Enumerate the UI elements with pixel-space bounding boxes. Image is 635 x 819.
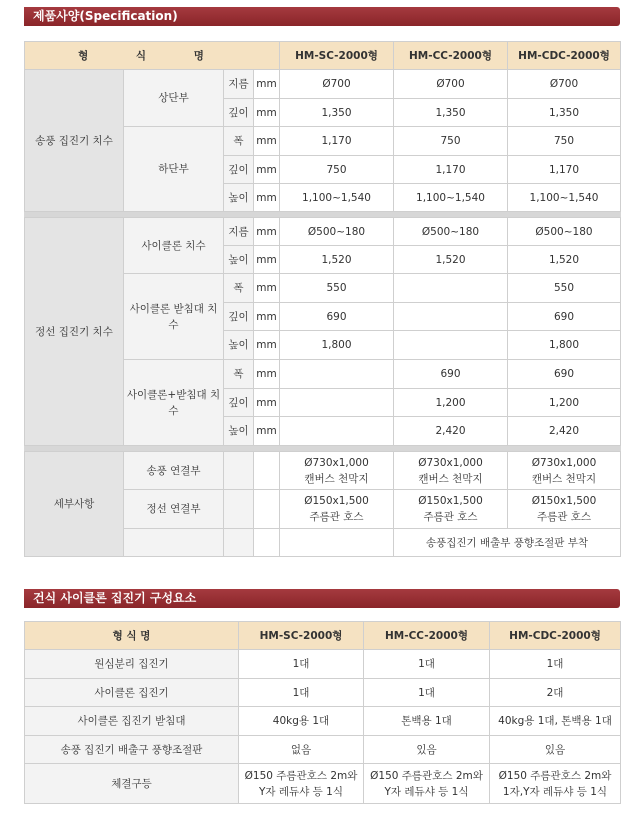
cleaning-group-label: 정선 집진기 치수: [25, 218, 124, 446]
value-cell: 750: [280, 156, 394, 184]
dimension-label: 폭: [224, 360, 254, 389]
dimension-label: 깊이: [224, 156, 254, 184]
value-cell: 1,170: [508, 156, 621, 184]
details-group-label: 세부사항: [25, 452, 124, 557]
value-cell: 1,200: [394, 389, 508, 417]
cell-line: Ø730x1,000: [531, 456, 597, 469]
model-header: HM-SC-2000형: [280, 42, 394, 70]
value-cell: 1,520: [394, 246, 508, 274]
value-cell: 690: [280, 303, 394, 331]
value-cell: Ø700: [508, 70, 621, 99]
dimension-label: 깊이: [224, 389, 254, 417]
value-cell: [490, 736, 621, 764]
cell-line: 2대: [546, 686, 564, 699]
unit-label: mm: [254, 389, 280, 417]
value-cell: [280, 360, 394, 389]
value-cell: 1,800: [280, 331, 394, 360]
value-cell: [280, 389, 394, 417]
value-cell: 550: [280, 274, 394, 303]
empty-cell: [280, 529, 394, 557]
value-cell: Ø700: [280, 70, 394, 99]
cell-line: Ø150 주름관호스 2m와: [370, 769, 483, 782]
dimension-label: 높이: [224, 417, 254, 446]
value-cell: [239, 736, 364, 764]
table-row: [25, 679, 621, 707]
empty-cell: [254, 529, 280, 557]
value-cell: [364, 736, 490, 764]
value-cell: [394, 331, 508, 360]
cell-line: 40kg용 1대, 톤백용 1대: [498, 715, 612, 727]
value-cell: 1,100~1,540: [394, 184, 508, 212]
model-header: HM-SC-2000형: [239, 622, 364, 650]
dimension-label: 폭: [224, 127, 254, 156]
value-cell: [280, 417, 394, 446]
table-row: [25, 622, 621, 650]
component-label: 사이클론 집진기: [25, 679, 239, 707]
dimension-label: 높이: [224, 331, 254, 360]
empty-cell: [124, 529, 224, 557]
subgroup-label: 하단부: [124, 127, 224, 212]
cell-line: 1대: [292, 658, 310, 670]
value-cell: [490, 764, 621, 804]
value-cell: [239, 679, 364, 707]
value-cell: 1,200: [508, 389, 621, 417]
value-cell: [394, 274, 508, 303]
value-cell: [508, 452, 621, 490]
table-row: [25, 707, 621, 736]
value-cell: Ø500~180: [508, 218, 621, 246]
unit-label: mm: [254, 246, 280, 274]
value-cell: Ø700: [394, 70, 508, 99]
cell-line: 1대: [546, 658, 564, 670]
value-cell: 1,520: [280, 246, 394, 274]
value-cell: [364, 650, 490, 679]
component-label: 체결구등: [25, 764, 239, 804]
dimension-label: 지름: [224, 218, 254, 246]
unit-label: mm: [254, 360, 280, 389]
table-row: [25, 70, 621, 99]
cell-line: 1대: [292, 686, 310, 699]
empty-cell: [254, 490, 280, 529]
value-cell: [239, 650, 364, 679]
unit-label: mm: [254, 331, 280, 360]
dimension-label: 깊이: [224, 303, 254, 331]
value-cell: 1,170: [394, 156, 508, 184]
cell-line: 주름관 호스: [309, 511, 364, 523]
spec-table: [24, 41, 621, 557]
unit-label: mm: [254, 156, 280, 184]
cell-line: Ø150 주름관호스 2m와: [244, 769, 358, 782]
cell-line: 캔버스 천막지: [304, 472, 369, 485]
dimension-label: 지름: [224, 70, 254, 99]
dimension-label: 높이: [224, 246, 254, 274]
value-cell: [490, 707, 621, 736]
value-cell: 1,100~1,540: [280, 184, 394, 212]
cell-line: Ø150 주름관호스 2m와: [498, 769, 612, 782]
value-cell: 1,100~1,540: [508, 184, 621, 212]
value-cell: [239, 764, 364, 804]
value-cell: [364, 707, 490, 736]
unit-label: mm: [254, 127, 280, 156]
detail-label: 정선 연결부: [124, 490, 224, 529]
subgroup-label: 사이클론+받침대 치수: [124, 360, 224, 446]
value-cell: 1,520: [508, 246, 621, 274]
unit-label: mm: [254, 274, 280, 303]
value-cell: 550: [508, 274, 621, 303]
value-cell: 1,350: [280, 99, 394, 127]
cell-line: 40kg용 1대: [272, 715, 330, 727]
table-row: [25, 42, 621, 70]
spec-header-label: 형 식 명: [25, 42, 280, 70]
cell-line: Ø150x1,500: [304, 495, 369, 507]
value-cell: Ø500~180: [394, 218, 508, 246]
components-section-title: 건식 사이클론 집진기 구성요소: [24, 589, 620, 608]
value-cell: 690: [508, 360, 621, 389]
empty-cell: [224, 452, 254, 490]
cell-line: 있음: [416, 743, 437, 756]
cell-line: 주름관 호스: [423, 511, 478, 523]
cell-line: Ø150x1,500: [418, 495, 483, 507]
unit-label: mm: [254, 70, 280, 99]
cell-line: 있음: [544, 743, 566, 756]
spec-section-title: 제품사양(Specification): [24, 7, 620, 26]
model-header: HM-CDC-2000형: [508, 42, 621, 70]
model-header: HM-CDC-2000형: [490, 622, 621, 650]
unit-label: mm: [254, 218, 280, 246]
value-cell: 750: [508, 127, 621, 156]
cell-line: Y자 레듀샤 등 1식: [259, 785, 343, 798]
value-cell: Ø500~180: [280, 218, 394, 246]
unit-label: mm: [254, 99, 280, 127]
value-cell: 1,170: [280, 127, 394, 156]
cell-line: 톤백용 1대: [401, 715, 452, 727]
unit-label: mm: [254, 417, 280, 446]
dimension-label: 높이: [224, 184, 254, 212]
components-table: [24, 621, 621, 804]
component-label: 원심분리 집진기: [25, 650, 239, 679]
component-label: 사이클론 집진기 받침대: [25, 707, 239, 736]
value-cell: [364, 764, 490, 804]
cell-line: 주름관 호스: [536, 511, 592, 523]
empty-cell: [224, 490, 254, 529]
unit-label: mm: [254, 184, 280, 212]
value-cell: [508, 490, 621, 529]
table-row: [25, 764, 621, 804]
dimension-label: 깊이: [224, 99, 254, 127]
value-cell: [490, 650, 621, 679]
value-cell: 2,420: [508, 417, 621, 446]
detail-note: 송풍집진기 배출부 풍향조절판 부착: [394, 529, 621, 557]
value-cell: 750: [394, 127, 508, 156]
cell-line: 없음: [290, 743, 312, 756]
value-cell: [239, 707, 364, 736]
table-row: [25, 218, 621, 246]
component-label: 송풍 집진기 배출구 풍향조절판: [25, 736, 239, 764]
value-cell: [394, 303, 508, 331]
value-cell: 690: [394, 360, 508, 389]
table-row: [25, 736, 621, 764]
detail-label: 송풍 연결부: [124, 452, 224, 490]
model-header: HM-CC-2000형: [394, 42, 508, 70]
cell-line: 1자,Y자 레듀샤 등 1식: [502, 785, 608, 798]
value-cell: 1,800: [508, 331, 621, 360]
empty-cell: [254, 452, 280, 490]
table-row: [25, 452, 621, 490]
value-cell: [394, 490, 508, 529]
cell-line: Ø150x1,500: [531, 495, 597, 507]
model-header: HM-CC-2000형: [364, 622, 490, 650]
subgroup-label: 사이클론 치수: [124, 218, 224, 274]
components-header-label: 형 식 명: [25, 622, 239, 650]
empty-cell: [224, 529, 254, 557]
subgroup-label: 상단부: [124, 70, 224, 127]
value-cell: [280, 452, 394, 490]
cell-line: 1대: [418, 658, 435, 670]
value-cell: 1,350: [394, 99, 508, 127]
unit-label: mm: [254, 303, 280, 331]
value-cell: [364, 679, 490, 707]
value-cell: [280, 490, 394, 529]
cell-line: Ø730x1,000: [418, 456, 483, 469]
table-row: [25, 650, 621, 679]
dimension-label: 폭: [224, 274, 254, 303]
cell-line: Y자 레듀샤 등 1식: [384, 785, 469, 798]
value-cell: 1,350: [508, 99, 621, 127]
value-cell: 690: [508, 303, 621, 331]
blower-group-label: 송풍 집진기 치수: [25, 70, 124, 212]
subgroup-label: 사이클론 받침대 치수: [124, 274, 224, 360]
value-cell: [394, 452, 508, 490]
cell-line: 캔버스 천막지: [418, 472, 483, 485]
value-cell: 2,420: [394, 417, 508, 446]
cell-line: 1대: [418, 686, 435, 699]
value-cell: [490, 679, 621, 707]
cell-line: Ø730x1,000: [304, 456, 369, 469]
cell-line: 캔버스 천막지: [531, 472, 597, 485]
